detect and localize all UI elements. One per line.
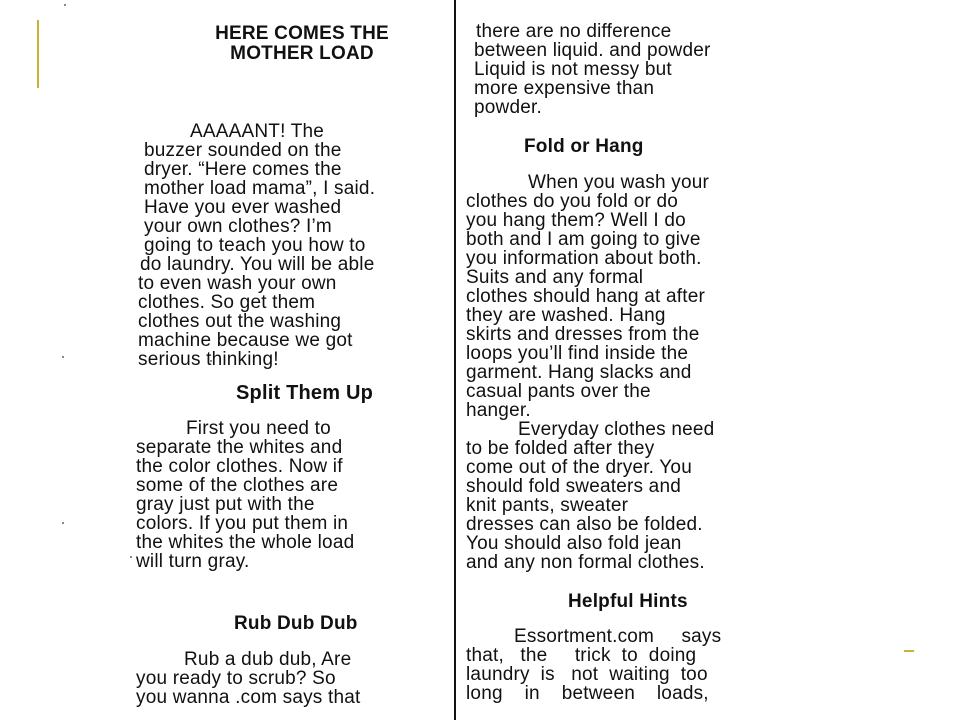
text-line: you ready to scrub? So	[136, 668, 336, 689]
text-line: clothes should hang at after	[466, 286, 706, 307]
text-line: that, the trick to doing	[466, 645, 697, 666]
speck	[130, 556, 132, 558]
fold-paragraph-2	[466, 420, 796, 572]
text-line: hanger.	[466, 400, 531, 421]
article-title	[134, 0, 452, 64]
rub-paragraph	[134, 650, 450, 707]
text-line: mother load mama”, I said.	[144, 178, 376, 199]
text-line: Liquid is not messy but	[474, 59, 672, 80]
text-line: long in between loads,	[466, 683, 709, 704]
speck	[62, 356, 64, 358]
text-line: separate the whites and	[136, 437, 343, 458]
accent-bar	[37, 20, 39, 88]
text-line: garment. Hang slacks and	[466, 362, 692, 383]
text-line: loops you’ll find inside the	[466, 343, 689, 364]
text-line: come out of the dryer. You	[466, 457, 692, 478]
text-line: powder.	[474, 97, 542, 118]
text-line: buzzer sounded on the	[144, 140, 342, 161]
text-line: clothes do you fold or do	[466, 191, 679, 212]
text-line: the color clothes. Now if	[136, 456, 343, 477]
text-line: some of the clothes are	[136, 475, 339, 496]
text-line: First you need to	[186, 418, 331, 439]
text-line: to even wash your own	[138, 273, 337, 294]
text-line: between liquid. and powder	[474, 40, 711, 61]
split-paragraph	[134, 419, 450, 571]
heading-helpful-hints: Helpful Hints	[568, 591, 688, 612]
text-line: Have you ever washed	[144, 197, 342, 218]
heading-fold-or-hang: Fold or Hang	[524, 136, 644, 157]
text-line: clothes. So get them	[138, 292, 316, 313]
text-line: both and I am going to give	[466, 229, 701, 250]
text-line: to be folded after they	[466, 438, 655, 459]
text-line: the whites the whole load	[136, 532, 355, 553]
heading-rub-dub-dub: Rub Dub Dub	[234, 613, 358, 634]
text-line: should fold sweaters and	[466, 476, 681, 497]
text-line: you hang them? Well I do	[466, 210, 686, 231]
text-line: Suits and any formal	[466, 267, 644, 288]
intro-paragraph	[134, 122, 450, 369]
fold-paragraph	[466, 173, 796, 420]
text-line: more expensive than	[474, 78, 655, 99]
title-line: MOTHER LOAD	[230, 43, 374, 64]
text-line: dryer. “Here comes the	[144, 159, 342, 180]
text-line: casual pants over the	[466, 381, 651, 402]
text-line: skirts and dresses from the	[466, 324, 700, 345]
left-column	[134, 0, 450, 707]
text-line: they are washed. Hang	[466, 305, 666, 326]
hints-paragraph	[466, 627, 796, 703]
text-line: your own clothes? I’m	[144, 216, 332, 237]
text-line: you information about both.	[466, 248, 702, 269]
text-line: will turn gray.	[136, 551, 250, 572]
text-line: and any non formal clothes.	[466, 552, 705, 573]
title-line: HERE COMES THE	[215, 23, 389, 44]
text-line: do laundry. You will be able	[140, 254, 375, 275]
text-line: knit pants, sweater	[466, 495, 629, 516]
text-line: going to teach you how to	[144, 235, 366, 256]
continued-paragraph	[466, 22, 796, 117]
speck	[62, 522, 64, 524]
text-line: gray just put with the	[136, 494, 315, 515]
right-column	[466, 0, 796, 703]
text-line: you wanna .com says that	[136, 687, 361, 708]
text-line: You should also fold jean	[466, 533, 682, 554]
text-line: dresses can also be folded.	[466, 514, 703, 535]
text-line: there are no difference	[476, 21, 672, 42]
text-line: machine because we got	[138, 330, 353, 351]
text-line: Everyday clothes need	[518, 419, 715, 440]
text-line: clothes out the washing	[138, 311, 342, 332]
heading-split-them-up: Split Them Up	[236, 382, 374, 404]
text-line: laundry is not waiting too	[466, 664, 708, 685]
text-line: colors. If you put them in	[136, 513, 349, 534]
text-line: When you wash your	[528, 172, 710, 193]
column-divider	[454, 0, 456, 720]
accent-dash	[904, 650, 914, 652]
text-line: Essortment.com says	[514, 626, 722, 647]
text-line: AAAAANT! The	[190, 121, 325, 142]
text-line: serious thinking!	[138, 349, 279, 370]
speck	[64, 4, 66, 6]
text-line: Rub a dub dub, Are	[184, 649, 352, 670]
